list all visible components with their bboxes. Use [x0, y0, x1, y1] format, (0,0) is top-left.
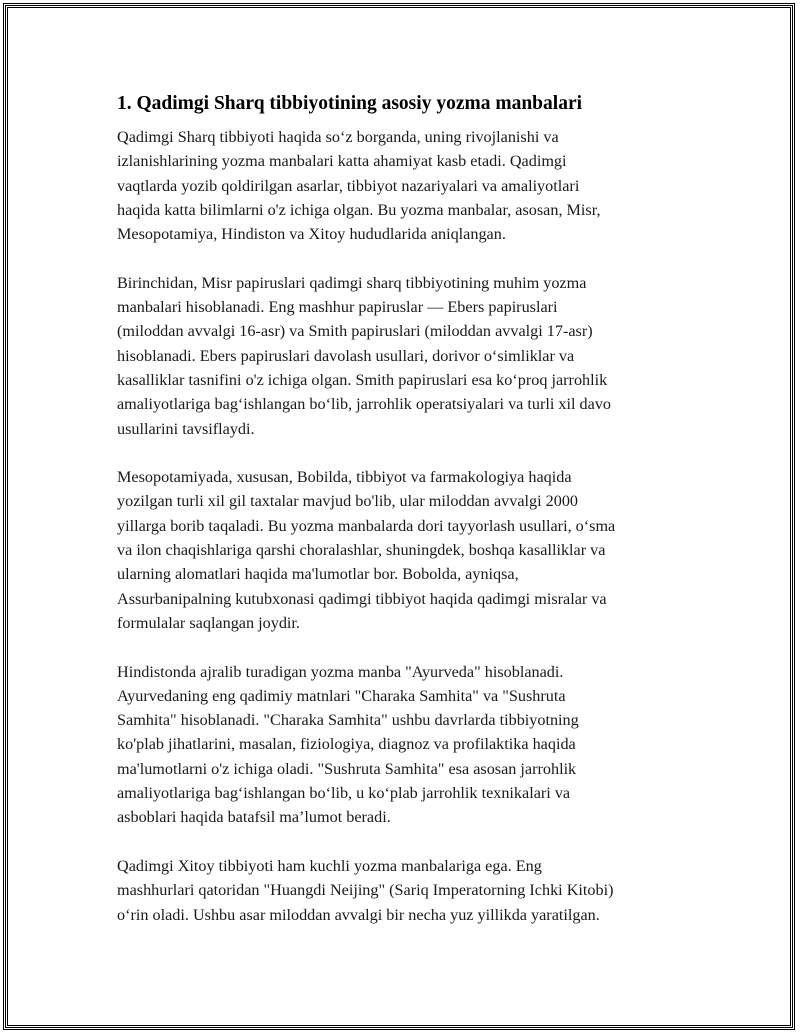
text-line: (miloddan avvalgi 16-asr) va Smith papiruslari (miloddan avvalgi 17-asr): [117, 322, 593, 341]
text-line: ko'plab jihatlarini, masalan, fiziologiya, diagnoz va profilaktika haqida: [117, 735, 576, 754]
text-line: Samhita" hisoblanadi. "Charaka Samhita" ushbu davrlarda tibbiyotning: [117, 711, 579, 730]
text-line: kasalliklar tasnifini o'z ichiga olgan. Smith papiruslari esa ko‘proq jarrohlik: [117, 370, 608, 389]
text-line: Mesopotamiyada, xususan, Bobilda, tibbiyot va farmakologiya haqida: [117, 468, 572, 487]
paragraph-india: [117, 660, 697, 830]
text-line: Mesopotamiya, Hindiston va Xitoy hududlarida aniqlangan.: [117, 225, 506, 244]
text-line: Hindistonda ajralib turadigan yozma manba "Ayurveda" hisoblanadi.: [117, 662, 564, 681]
text-line: yozilgan turli xil gil taxtalar mavjud bo'lib, ular miloddan avvalgi 2000: [117, 492, 579, 511]
text-line: amaliyotlariga bag‘ishlangan bo‘lib, jarrohlik operatsiyalari va turli xil davo: [117, 395, 612, 414]
text-line: mashhurlari qatoridan "Huangdi Neijing" (Sariq Imperatorning Ichki Kitobi): [117, 881, 614, 900]
text-line: asboblari haqida batafsil ma’lumot beradi.: [117, 808, 391, 827]
text-line: manbalari hisoblanadi. Eng mashhur papiruslar — Ebers papiruslari: [117, 298, 558, 317]
paragraph-egypt: [117, 271, 697, 441]
text-line: Qadimgi Xitoy tibbiyoti ham kuchli yozma manbalariga ega. Eng: [117, 856, 542, 875]
text-line: Birinchidan, Misr papiruslari qadimgi sharq tibbiyotining muhim yozma: [117, 273, 587, 292]
paragraph-china: [117, 854, 697, 927]
text-line: haqida katta bilimlarni o'z ichiga olgan. Bu yozma manbalar, asosan, Misr,: [117, 200, 601, 219]
document-body: [117, 91, 697, 951]
paragraph-intro: [117, 125, 697, 246]
section-heading: 1. Qadimgi Sharq tibbiyotining asosiy yozma manbalari: [117, 93, 583, 114]
text-line: Qadimgi Sharq tibbiyoti haqida so‘z borganda, uning rivojlanishi va: [117, 128, 559, 146]
text-line: amaliyotlariga bag‘ishlangan bo‘lib, u ko‘plab jarrohlik texnikalari va: [117, 784, 571, 803]
text-line: usullarini tavsiflaydi.: [117, 419, 255, 438]
text-line: vaqtlarda yozib qoldirilgan asarlar, tibbiyot nazariyalari va amaliyotlari: [117, 176, 580, 195]
text-line: va ilon chaqishlariga qarshi choralashlar, shuningdek, boshqa kasalliklar va: [117, 541, 606, 560]
text-line: ma'lumotlarni o'z ichiga oladi. "Sushruta Samhita" esa asosan jarrohlik: [117, 759, 577, 778]
text-line: formulalar saqlangan joydir.: [117, 613, 300, 632]
paragraph-mesopotamia: [117, 465, 697, 635]
text-line: o‘rin oladi. Ushbu asar miloddan avvalgi bir necha yuz yillikda yaratilgan.: [117, 905, 600, 924]
text-line: Assurbanipalning kutubxonasi qadimgi tibbiyot haqida qadimgi misralar va: [117, 589, 607, 608]
text-line: izlanishlarining yozma manbalari katta ahamiyat kasb etadi. Qadimgi: [117, 152, 567, 171]
text-line: hisoblanadi. Ebers papiruslari davolash usullari, dorivor o‘simliklar va: [117, 346, 575, 365]
text-line: yillarga borib taqaladi. Bu yozma manbalarda dori tayyorlash usullari, o‘sma: [117, 516, 616, 535]
text-line: ularning alomatlari haqida ma'lumotlar bor. Bobolda, ayniqsa,: [117, 565, 519, 584]
text-line: Ayurvedaning eng qadimiy matnlari "Charaka Samhita" va "Sushruta: [117, 686, 566, 705]
